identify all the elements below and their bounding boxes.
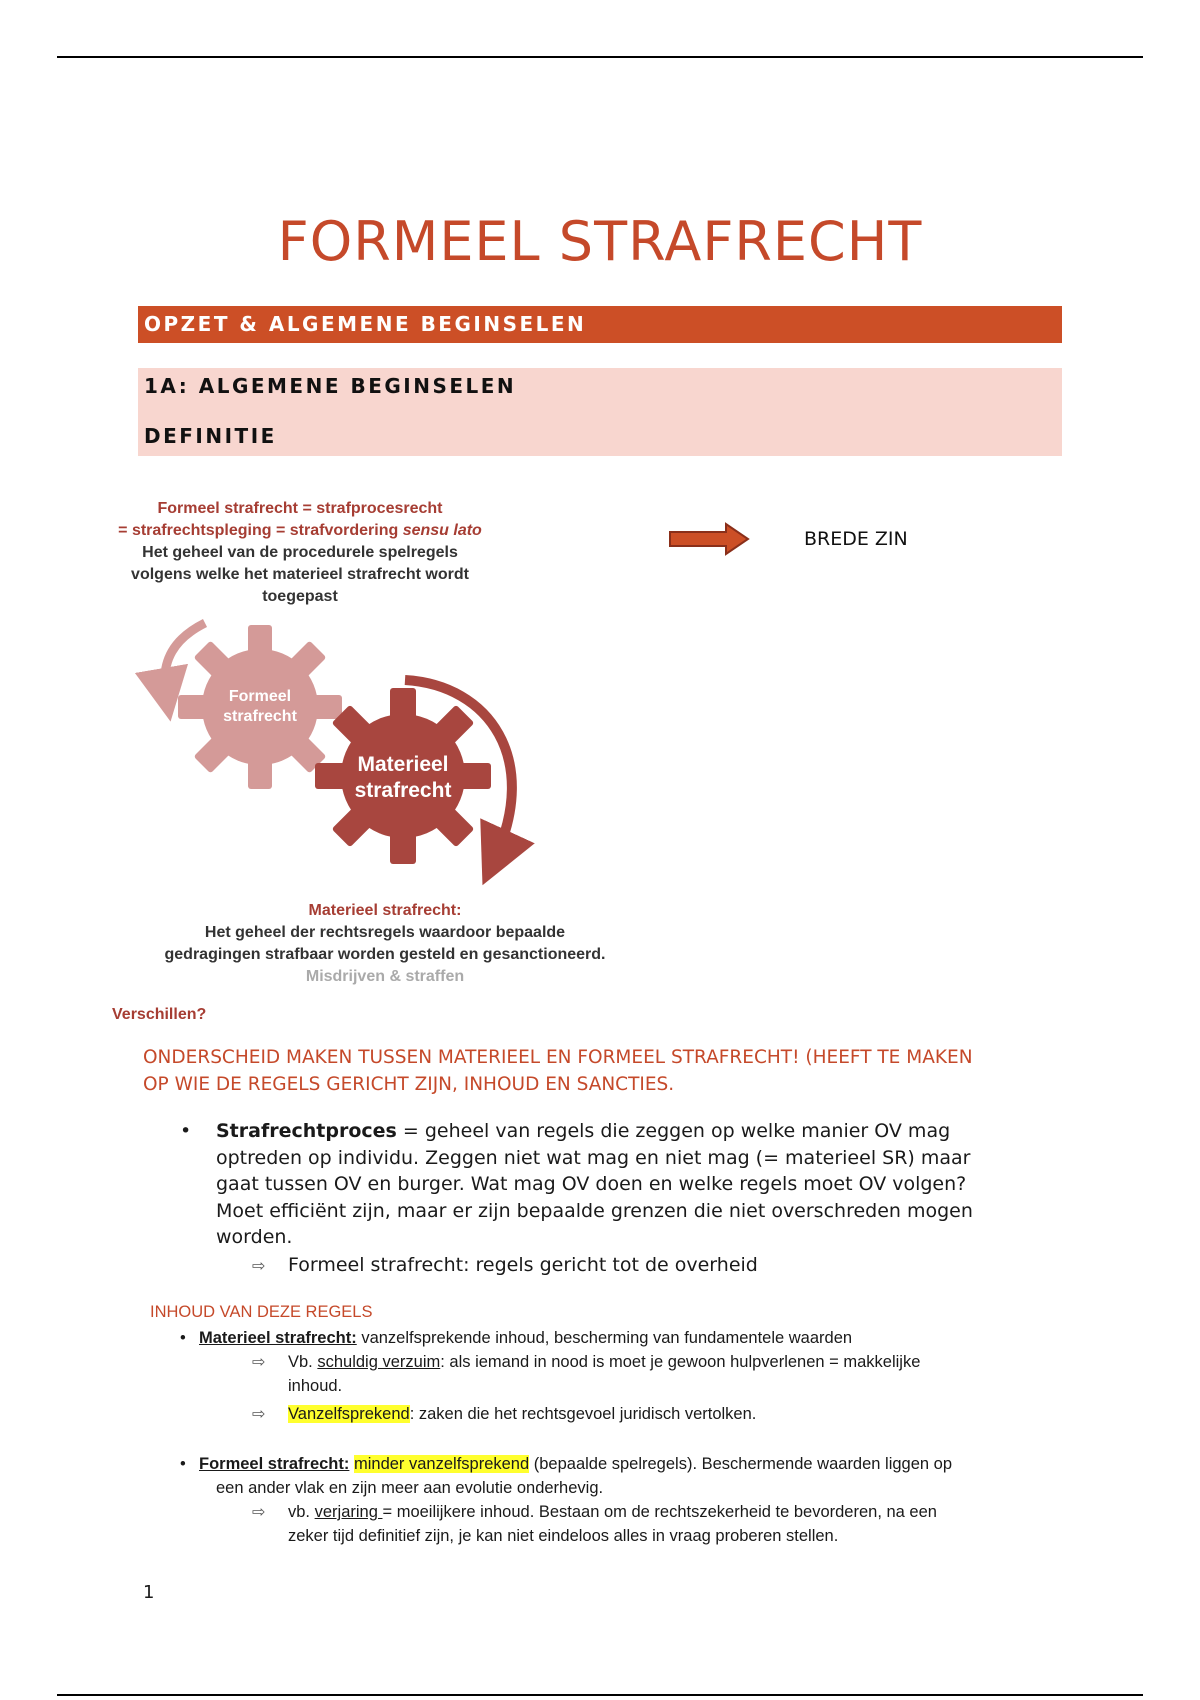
gear2-label-line2: strafrecht [354, 779, 452, 802]
figure-top-line2a: = strafrechtspleging = strafvordering [118, 522, 403, 539]
bullet3-sub1-text: = moeilijkere inhoud. Bestaan om de rechtszekerheid te bevorderen, na een [382, 1503, 937, 1521]
figure-top-desc2: volgens welke het materieel strafrecht wordt [131, 566, 469, 583]
bottom-rule [57, 1694, 1143, 1696]
bullet3-sub1-pre: vb. [288, 1503, 315, 1521]
figure-bottom-desc2: gedragingen strafbaar worden gesteld en gesanctioneerd. [164, 946, 606, 963]
figure-top-desc3: toegepast [262, 588, 338, 605]
bullet2-sub1 [288, 1350, 1048, 1398]
bullet-dot: • [180, 1120, 192, 1142]
bullet2-sub1-text2: inhoud. [288, 1377, 343, 1395]
section-band: OPZET & ALGEMENE BEGINSELEN [138, 306, 1062, 343]
bullet-dot: • [180, 1329, 186, 1347]
bullet1-line2: optreden op individu. Zeggen niet wat mag en niet mag (= materieel SR) maar [216, 1146, 971, 1169]
bullet-materieel [199, 1326, 852, 1350]
bullet-arrow-icon: ⇨ [252, 1256, 266, 1275]
top-rule [57, 56, 1143, 58]
bullet-dot: • [180, 1455, 186, 1473]
bullet1-line5: worden. [216, 1226, 293, 1248]
bullet2-sub2-term: Vanzelfsprekend [288, 1405, 410, 1423]
bullet2-sub1-term: schuldig verzuim [317, 1353, 441, 1371]
brede-zin-label: BREDE ZIN [804, 528, 908, 550]
bullet3-text: (bepaalde spelregels). Beschermende waarden liggen op [529, 1455, 953, 1473]
bullet2-sub2 [288, 1402, 756, 1426]
figure-bottom-desc3: Misdrijven & straffen [305, 968, 465, 985]
bullet3-sub1-text2: zeker tijd definitief zijn, je kan niet eindeloos alles in vraag proberen stellen. [288, 1527, 839, 1545]
bullet1-sub: Formeel strafrecht: regels gericht tot de overheid [288, 1254, 758, 1276]
gear2-label-line1: Materieel [357, 753, 449, 776]
bullet2-sub2-text: : zaken die het rechtsgevoel juridisch vertolken. [409, 1405, 757, 1423]
figure-bottom-title: Materieel strafrecht: [308, 902, 462, 919]
onderscheid-line2: OP WIE DE REGELS GERICHT ZIJN, INHOUD EN SANCTIES. [143, 1074, 675, 1095]
bullet2-sub1-text: : als iemand in nood is moet je gewoon hulpverlenen = makkelijke [440, 1353, 921, 1371]
right-arrow-icon [668, 522, 752, 560]
bullet1-line4: Moet efficiënt zijn, maar er zijn bepaalde grenzen die niet overschreden mogen [216, 1199, 973, 1222]
onderscheid-line1: ONDERSCHEID MAKEN TUSSEN MATERIEEL EN FORMEEL STRAFRECHT! (HEEFT TE MAKEN [143, 1047, 973, 1068]
page-title: FORMEEL STRAFRECHT [277, 210, 923, 273]
bullet2-text: vanzelfsprekende inhoud, bescherming van fundamentele waarden [356, 1329, 853, 1347]
figure-top-line2b: sensu lato [402, 522, 482, 539]
subheading-band [138, 368, 1062, 456]
bullet-arrow-icon: ⇨ [252, 1352, 266, 1371]
bullet3-term: Formeel strafrecht: [199, 1455, 350, 1473]
figure-bottom-desc1: Het geheel der rechtsregels waardoor bepaalde [204, 924, 566, 941]
bullet1-line3: gaat tussen OV en burger. Wat mag OV doen en welke regels moet OV volgen? [216, 1173, 967, 1195]
figure-top-desc1: Het geheel van de procedurele spelregels [142, 544, 458, 561]
bullet3-text2: een ander vlak en zijn meer aan evolutie onderhevig. [216, 1479, 604, 1497]
gear-figure [100, 490, 640, 1000]
bullet2-sub1-pre: Vb. [288, 1353, 318, 1371]
bullet2-term: Materieel strafrecht: [199, 1329, 357, 1347]
page-number: 1 [143, 1582, 155, 1603]
bullet3-sub1-term: verjaring [314, 1503, 383, 1521]
bullet-strafrechtproces [216, 1118, 1046, 1251]
bullet-arrow-icon: ⇨ [252, 1404, 266, 1423]
bullet3-sub1 [288, 1500, 1048, 1548]
gear1-label-line2: strafrecht [223, 708, 297, 725]
subheading-definitie: DEFINITIE [144, 424, 277, 448]
bullet-arrow-icon: ⇨ [252, 1502, 266, 1521]
gear1-label-line1: Formeel [228, 688, 292, 705]
onderscheid-heading [143, 1044, 1063, 1098]
inhoud-heading: INHOUD VAN DEZE REGELS [150, 1303, 373, 1321]
bullet1-line1 [216, 1118, 1046, 1145]
bullet1-term: Strafrechtproces [216, 1120, 397, 1142]
bullet3-highlight: minder vanzelfsprekend [353, 1455, 530, 1473]
bullet-formeel [199, 1452, 1049, 1476]
bullet1-line1-text: = geheel van regels die zeggen op welke manier OV mag [396, 1120, 951, 1142]
figure-top-line1: Formeel strafrecht = strafprocesrecht [157, 500, 443, 517]
subheading-algemene-beginselen: 1A: ALGEMENE BEGINSELEN [144, 374, 517, 398]
verschillen-label: Verschillen? [112, 1006, 207, 1023]
